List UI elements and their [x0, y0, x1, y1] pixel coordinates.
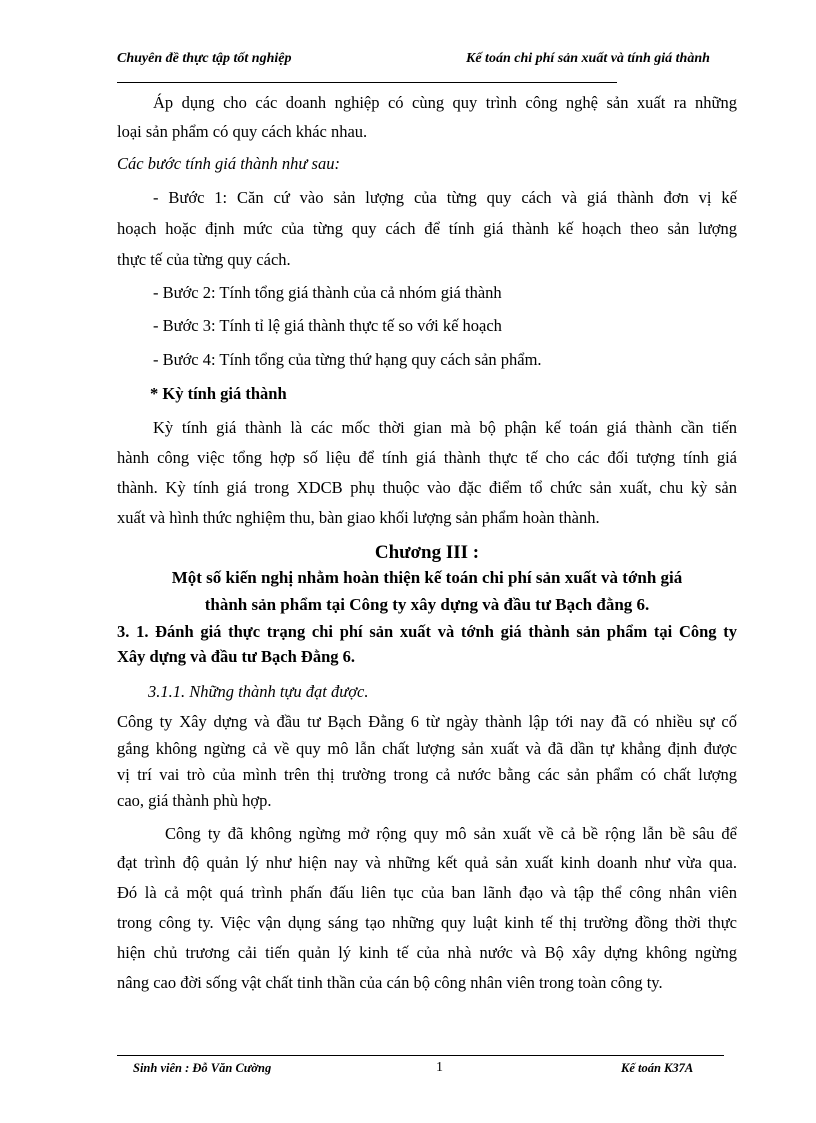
step-1-line-3: thực tế của từng quy cách.	[117, 250, 291, 269]
page-number: 1	[436, 1060, 443, 1075]
section-heading-line-2: Xây dựng và đầu tư Bạch Đằng 6.	[117, 647, 356, 666]
chapter-title: Chương III :	[374, 542, 480, 563]
period-line-1: Kỳ tính giá thành là các mốc thời gian mà bộ phận kế toán giá thành cần tiến	[153, 418, 737, 437]
step-1-line-1: - Bước 1: Căn cứ vào sản lượng của từng quy cách và giá thành đơn vị kế	[153, 188, 737, 207]
steps-title: Các bước tính giá thành như sau:	[117, 154, 340, 173]
period-line-4: xuất và hình thức nghiệm thu, bàn giao khối lượng sản phẩm hoàn thành.	[117, 508, 600, 527]
subsection-heading: 3.1.1. Những thành tựu đạt được.	[148, 682, 369, 701]
chapter-subtitle-line-2: thành sản phẩm tại Công ty xây dựng và đầu tư Bạch đằng 6.	[204, 595, 650, 614]
para-2-line-1: Công ty đã không ngừng mở rộng quy mô sản xuất về cả bề rộng lẫn bề sâu để	[165, 824, 737, 843]
period-line-3: thành. Kỳ tính giá trong XDCB phụ thuộc vào đặc điểm tổ chức sản xuất, chu kỳ sản	[117, 478, 737, 497]
footer-class: Kế toán K37A	[621, 1061, 694, 1075]
para-1-line-4: cao, giá thành phù hợp.	[117, 791, 272, 810]
step-4: - Bước 4: Tính tổng của từng thứ hạng quy cách sản phẩm.	[153, 350, 542, 369]
footer-student: Sinh viên : Đỗ Văn Cường	[133, 1061, 272, 1075]
header-rule	[117, 82, 617, 83]
intro-line-2: loại sản phẩm có quy cách khác nhau.	[117, 122, 368, 141]
section-heading-line-1: 3. 1. Đánh giá thực trạng chi phí sản xuất và tớnh giá thành sản phẩm tại Công ty	[117, 622, 737, 641]
step-1-line-2: hoạch hoặc định mức của từng quy cách để tính giá thành kế hoạch theo sản lượng	[117, 219, 737, 238]
para-2-line-4: trong công ty. Việc vận dụng sáng tạo những quy luật kinh tế thị trường đồng thời thực	[117, 913, 737, 932]
para-2-line-3: Đó là cả một quá trình phấn đấu liên tục của ban lãnh đạo và tập thể công nhân viên	[117, 883, 737, 902]
intro-line-1: Áp dụng cho các doanh nghiệp có cùng quy trình công nghệ sản xuất ra những	[153, 93, 737, 112]
header-right-title: Kế toán chi phí sản xuất và tính giá thành	[466, 51, 710, 66]
header-left-title: Chuyên đề thực tập tốt nghiệp	[117, 51, 292, 66]
para-2-line-6: nâng cao đời sống vật chất tinh thần của cán bộ công nhân viên trong toàn công ty.	[117, 973, 663, 992]
period-line-2: hành công việc tổng hợp số liệu để tính giá thành thực tế cho các đối tượng tính giá	[117, 448, 737, 467]
step-3: - Bước 3: Tính tỉ lệ giá thành thực tế so với kế hoạch	[153, 316, 502, 335]
period-heading: * Kỳ tính giá thành	[150, 384, 287, 403]
para-2-line-5: hiện chủ trương cải tiến quản lý kinh tế của nhà nước và Bộ xây dựng không ngừng	[117, 943, 737, 962]
para-2-line-2: đạt trình độ quản lý như hiện nay và những kết quả sản xuất kinh doanh như vừa qua.	[117, 853, 737, 872]
para-1-line-1: Công ty Xây dựng và đầu tư Bạch Đằng 6 từ ngày thành lập tới nay đã có nhiều sự cố	[117, 712, 737, 731]
chapter-subtitle-line-1: Một số kiến nghị nhằm hoàn thiện kế toán chi phí sản xuất và tớnh giá	[171, 568, 683, 587]
para-1-line-3: vị trí vai trò của mình trên thị trường trong cả nước bằng các sản phẩm có chất lượng	[117, 765, 737, 784]
para-1-line-2: gắng không ngừng cả về quy mô lẫn chất lượng sản xuất và đã dần tự khẳng định được	[117, 739, 737, 758]
step-2: - Bước 2: Tính tổng giá thành của cả nhóm giá thành	[153, 283, 502, 302]
footer-rule	[117, 1055, 724, 1056]
